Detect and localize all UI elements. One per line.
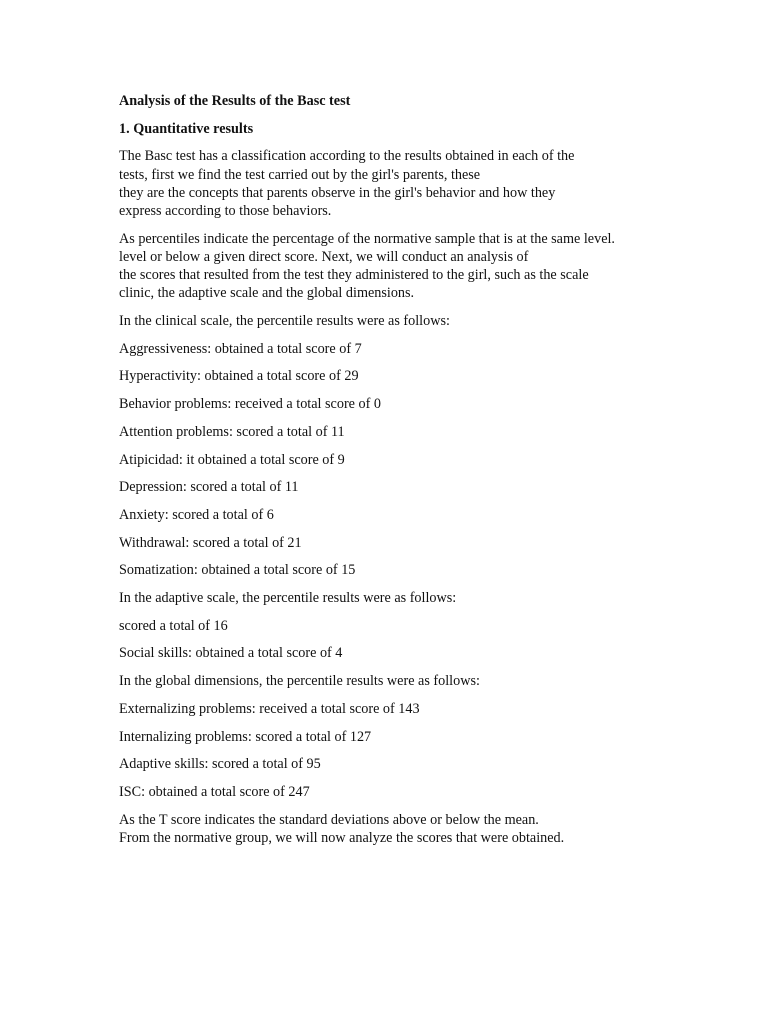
- percentile-line: clinic, the adaptive scale and the global dimensions.: [119, 285, 415, 302]
- percentile-paragraph: [119, 230, 679, 303]
- intro-line: tests, first we find the test carried out by the girl's parents, these: [119, 166, 481, 183]
- clinical-item: Somatization: obtained a total score of 15: [119, 562, 356, 579]
- global-item: ISC: obtained a total score of 247: [119, 783, 310, 800]
- percentile-line: As percentiles indicate the percentage of the normative sample that is at the same level.: [119, 230, 615, 247]
- adaptive-item: scored a total of 16: [119, 617, 228, 634]
- percentile-line: level or below a given direct score. Next, we will conduct an analysis of: [119, 248, 529, 265]
- percentile-line: the scores that resulted from the test they administered to the girl, such as the scale: [119, 267, 589, 284]
- tscore-line: From the normative group, we will now analyze the scores that were obtained.: [119, 829, 565, 846]
- intro-paragraph: [119, 147, 679, 220]
- adaptive-item: Social skills: obtained a total score of 4: [119, 645, 343, 662]
- intro-line: The Basc test has a classification according to the results obtained in each of the: [119, 148, 575, 165]
- document-page: [119, 92, 679, 857]
- adaptive-intro: In the adaptive scale, the percentile results were as follows:: [119, 590, 457, 607]
- tscore-line: As the T score indicates the standard deviations above or below the mean.: [119, 811, 539, 828]
- clinical-item: Aggressiveness: obtained a total score of 7: [119, 340, 362, 357]
- clinical-item: Attention problems: scored a total of 11: [119, 423, 345, 440]
- global-item: Adaptive skills: scored a total of 95: [119, 756, 321, 773]
- clinical-item: Withdrawal: scored a total of 21: [119, 534, 302, 551]
- clinical-item: Behavior problems: received a total score of 0: [119, 396, 381, 413]
- clinical-item: Atipicidad: it obtained a total score of 9: [119, 451, 345, 468]
- tscore-paragraph: [119, 811, 679, 847]
- clinical-item: Depression: scored a total of 11: [119, 479, 299, 496]
- intro-line: they are the concepts that parents observe in the girl's behavior and how they: [119, 184, 556, 201]
- clinical-item: Anxiety: scored a total of 6: [119, 506, 274, 523]
- intro-line: express according to those behaviors.: [119, 203, 332, 220]
- clinical-item: Hyperactivity: obtained a total score of 29: [119, 368, 359, 385]
- global-item: Internalizing problems: scored a total of 127: [119, 728, 372, 745]
- global-intro: In the global dimensions, the percentile results were as follows:: [119, 673, 480, 690]
- section-heading: 1. Quantitative results: [119, 120, 254, 137]
- clinical-intro: In the clinical scale, the percentile results were as follows:: [119, 313, 450, 330]
- document-title: Analysis of the Results of the Basc test: [119, 93, 351, 109]
- global-item: Externalizing problems: received a total score of 143: [119, 700, 420, 717]
